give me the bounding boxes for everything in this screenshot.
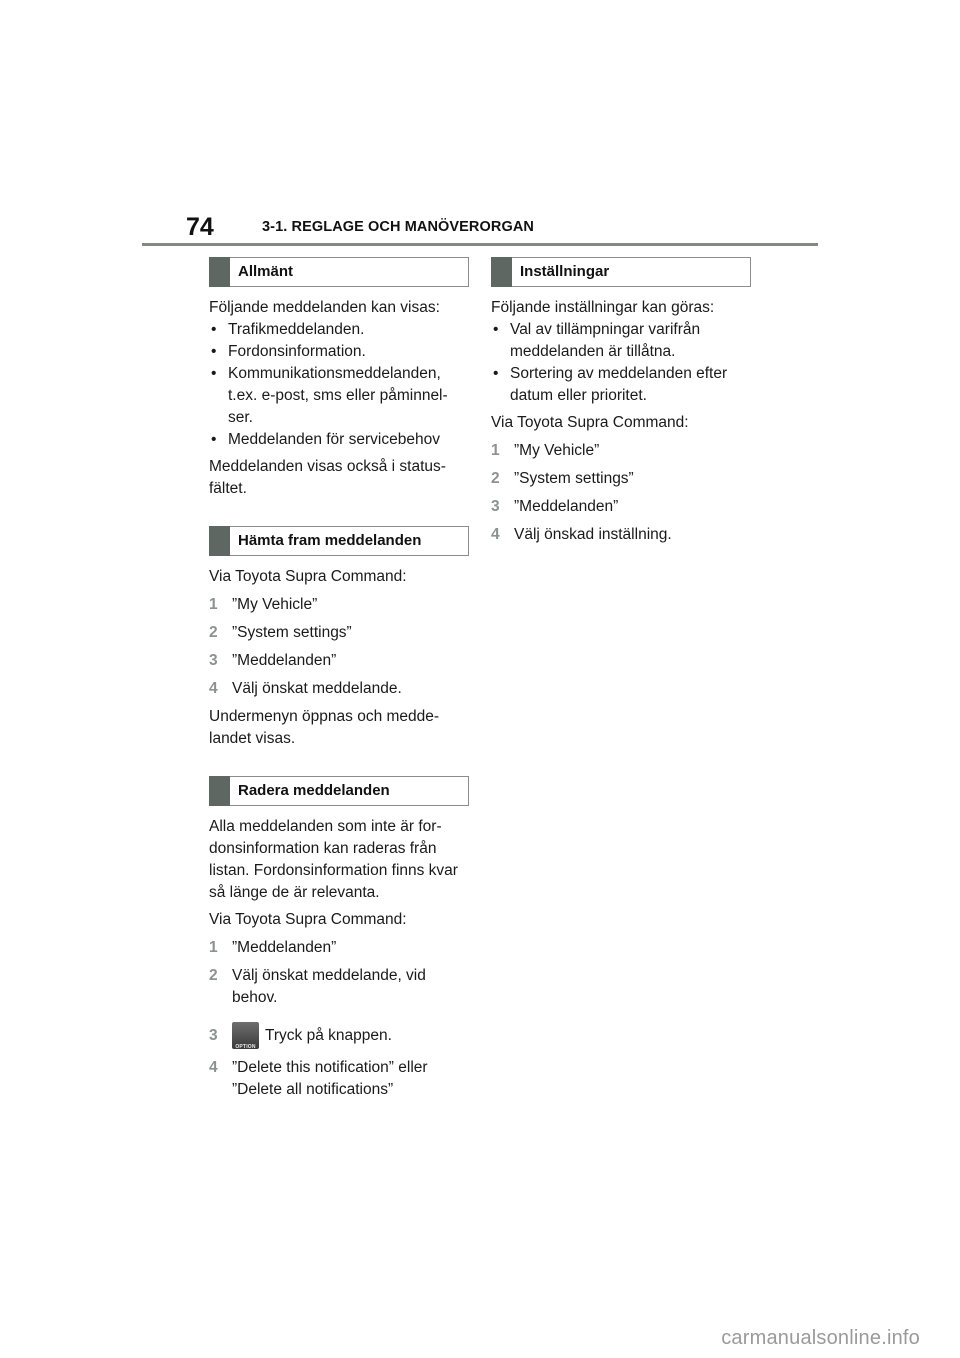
- step-item: 3 ”Meddelanden”: [491, 498, 619, 515]
- step-item: 2 ”System settings”: [491, 470, 634, 487]
- bullet-list: [209, 319, 469, 451]
- step-item: 1 ”Meddelanden”: [209, 939, 337, 956]
- step-item: 3 OPTION Tryck på knappen.: [209, 1021, 469, 1051]
- right-column: [491, 257, 751, 546]
- heading-marker: [209, 257, 230, 287]
- section-heading-retrieve: [209, 526, 469, 556]
- left-column: [209, 257, 469, 1101]
- paragraph: Via Toyota Supra Command:: [209, 911, 407, 928]
- paragraph: Följande inställningar kan göras:: [491, 299, 715, 316]
- section-heading-general: [209, 257, 469, 287]
- section-heading-delete: [209, 776, 469, 806]
- step-item: 4 Välj önskad inställning.: [491, 526, 672, 543]
- paragraph: Undermenyn öppnas och medde-landet visas.: [209, 708, 440, 747]
- list-item: • Meddelanden för servicebehov: [211, 431, 440, 448]
- page-number: 74: [186, 213, 214, 241]
- paragraph: Följande meddelanden kan visas:: [209, 299, 440, 316]
- section-heading-settings: [491, 257, 751, 287]
- heading-text: Inställningar: [520, 263, 610, 280]
- paragraph: Via Toyota Supra Command:: [209, 568, 407, 585]
- heading-marker: [209, 776, 230, 806]
- heading-text: Hämta fram meddelanden: [238, 532, 422, 549]
- heading-marker: [209, 526, 230, 556]
- list-item: • Kommunikationsmeddelanden, t.ex. e-post, sms eller påminnel-ser.: [211, 365, 448, 426]
- list-item: • Fordonsinformation.: [211, 343, 366, 360]
- chapter-title: 3-1. REGLAGE OCH MANÖVERORGAN: [262, 219, 534, 235]
- heading-text: Allmänt: [238, 263, 294, 280]
- header-rule: [142, 243, 818, 246]
- step-item: 4 Välj önskat meddelande.: [209, 680, 402, 697]
- paragraph: Meddelanden visas också i status-fältet.: [209, 458, 446, 497]
- heading-marker: [491, 257, 512, 287]
- step-item: 2 Välj önskat meddelande, vid behov.: [209, 967, 426, 1006]
- list-item: • Val av tillämpningar varifrån meddelanden är tillåtna.: [493, 321, 701, 360]
- step-item: 1 ”My Vehicle”: [209, 596, 318, 613]
- watermark: carmanualsonline.info: [721, 1327, 920, 1349]
- heading-text: Radera meddelanden: [238, 782, 390, 799]
- bullet-list: [491, 319, 751, 407]
- list-item: • Sortering av meddelanden efter datum eller prioritet.: [493, 365, 728, 404]
- step-item: 3 ”Meddelanden”: [209, 652, 337, 669]
- step-item: 2 ”System settings”: [209, 624, 352, 641]
- option-button-icon: OPTION: [232, 1022, 259, 1049]
- paragraph: Alla meddelanden som inte är for-donsinformation kan raderas från listan. Fordonsinformation finns kvar så länge de är relevanta.: [209, 818, 458, 901]
- list-item: • Trafikmeddelanden.: [211, 321, 365, 338]
- paragraph: Via Toyota Supra Command:: [491, 414, 689, 431]
- step-item: 1 ”My Vehicle”: [491, 442, 600, 459]
- step-item: 4 ”Delete this notification” eller ”Delete all notifications”: [209, 1059, 428, 1098]
